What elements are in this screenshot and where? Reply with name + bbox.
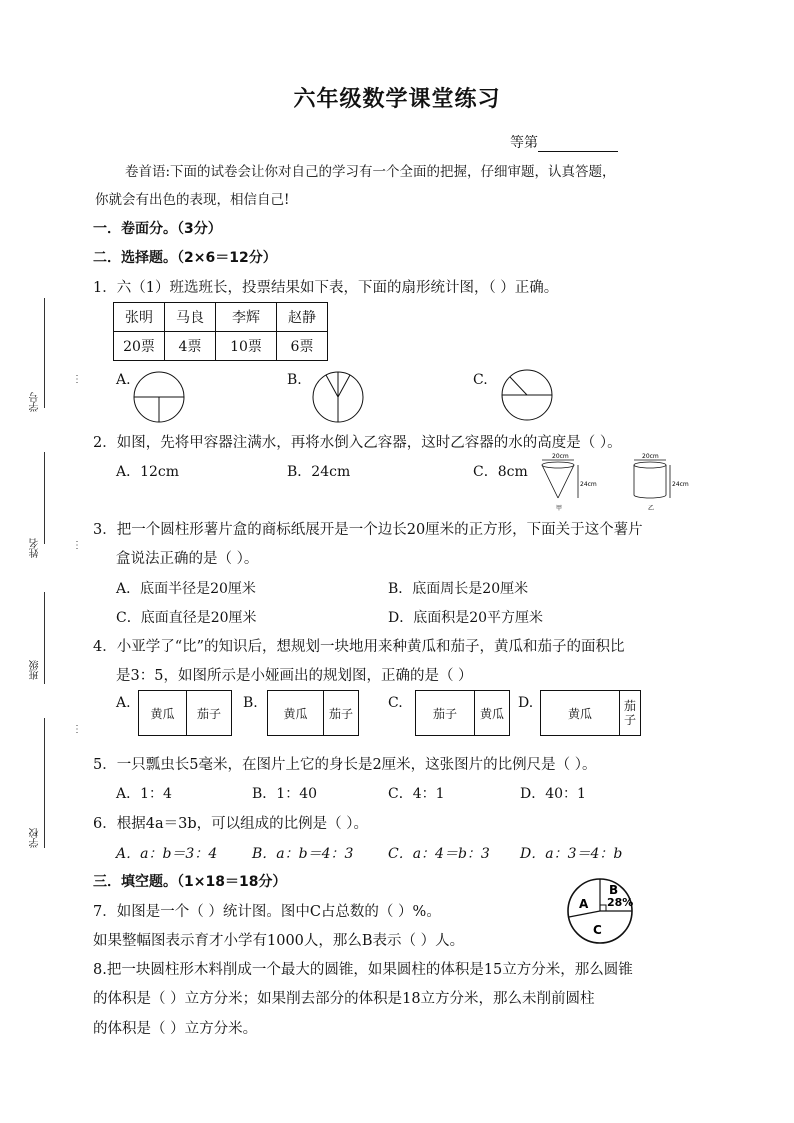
rank-field	[510, 132, 618, 152]
q1-name-cell: 李辉	[216, 303, 277, 332]
q4-plan-b	[267, 690, 359, 736]
q4-plan-b-eggplant: 茄子	[328, 706, 353, 721]
q1-pie-a	[132, 370, 186, 424]
q1-name-cell: 马良	[165, 303, 216, 332]
q1-option-b[interactable]: B.	[287, 372, 302, 388]
q1-vote-cell: 6票	[277, 332, 328, 361]
q4-line-2: 是3：5，如图所示是小娅画出的规划图，正确的是（ ）	[116, 668, 473, 684]
q4-plan-a-eggplant: 茄子	[196, 706, 221, 721]
q5-option-b[interactable]: B．1：40	[252, 786, 318, 802]
q4-line-1: 4．小亚学了“比”的知识后，想规划一块地用来种黄瓜和茄子，黄瓜和茄子的面积比	[93, 639, 625, 655]
side-dots: ⋮	[72, 374, 82, 385]
q4-plan-a	[138, 690, 232, 736]
q5-option-c[interactable]: C．4：1	[388, 786, 445, 802]
q3-option-d[interactable]: D．底面积是20平方厘米	[388, 610, 544, 626]
q4-plan-d-zi: 子	[623, 713, 636, 727]
section-3-heading: 三．填空题。（1×18＝18分）	[93, 874, 287, 890]
q4-plan-d-cucumber: 黄瓜	[541, 691, 620, 735]
q2-fig-height-label-yi: 24cm	[672, 481, 689, 488]
q3-option-a[interactable]: A．底面半径是20厘米	[116, 581, 256, 597]
q6-text: 6．根据4a＝3b，可以组成的比例是（ ）。	[93, 816, 368, 832]
q4-option-d[interactable]: D.	[518, 695, 534, 711]
q7-pie-label-pct: 28%	[607, 896, 634, 909]
side-label-class: 班级	[30, 660, 41, 680]
q1-name-cell: 赵静	[277, 303, 328, 332]
q2-option-c[interactable]: C．8cm	[473, 464, 528, 480]
side-label-school: 学校	[30, 828, 41, 848]
rank-label: 等第	[510, 135, 538, 151]
q4-plan-b-cucumber: 黄瓜	[268, 691, 324, 735]
q1-vote-table	[113, 302, 328, 361]
q1-pie-b	[311, 370, 365, 424]
side-label-student-id: 学号	[30, 392, 41, 412]
q5-option-a[interactable]: A．1：4	[116, 786, 172, 802]
q8-line-2: 的体积是（ ）立方分米；如果削去部分的体积是18立方分米，那么未削前圆柱	[93, 991, 595, 1007]
q7-pie-chart	[565, 876, 635, 946]
q7-pie-label-a: A	[579, 897, 589, 911]
q8-line-3: 的体积是（ ）立方分米。	[93, 1021, 258, 1037]
q7-pie-label-b: B	[609, 883, 619, 897]
q3-line-1: 3．把一个圆柱形薯片盒的商标纸展开是一个边长20厘米的正方形，下面关于这个薯片	[93, 522, 643, 538]
q2-text: 2．如图，先将甲容器注满水，再将水倒入乙容器，这时乙容器的水的高度是（ ）。	[93, 435, 622, 451]
q2-fig-yi-label: 乙	[648, 505, 655, 512]
page-title: 六年级数学课堂练习	[293, 87, 501, 112]
intro-line-2: 你就会有出色的表现，相信自己!	[95, 192, 290, 208]
q4-option-c[interactable]: C.	[388, 695, 403, 711]
rank-blank[interactable]	[538, 137, 618, 152]
q4-plan-d-qie: 茄	[623, 699, 636, 713]
q8-line-1: 8.把一块圆柱形木料削成一个最大的圆锥，如果圆柱的体积是15立方分米，那么圆锥	[93, 962, 633, 978]
q1-option-a[interactable]: A.	[116, 372, 131, 388]
q6-option-d[interactable]: D．a：3＝4：b	[520, 846, 623, 862]
q7-pie-label-c: C	[593, 923, 602, 937]
q2-fig-jia-label: 甲	[556, 505, 563, 512]
q4-plan-d	[540, 690, 641, 736]
q6-option-b[interactable]: B．a：b＝4：3	[252, 846, 354, 862]
q4-plan-c	[415, 690, 510, 736]
q2-fig-height-label-jia: 24cm	[580, 481, 597, 488]
q1-name-cell: 张明	[114, 303, 165, 332]
q2-fig-top-label-yi: 20cm	[642, 453, 659, 460]
q2-option-b[interactable]: B．24cm	[287, 464, 351, 480]
q4-plan-d-eggplant	[620, 691, 640, 735]
q1-option-c[interactable]: C.	[473, 372, 488, 388]
q1-vote-cell: 10票	[216, 332, 277, 361]
q2-container-figure	[530, 450, 690, 512]
q1-vote-cell: 4票	[165, 332, 216, 361]
side-label-name: 姓名	[30, 538, 41, 558]
q1-pie-c	[500, 368, 554, 422]
side-dots: ⋮	[72, 540, 82, 551]
section-1-heading: 一．卷面分。（3分）	[93, 221, 222, 237]
q4-option-b[interactable]: B.	[243, 695, 258, 711]
side-line-2	[44, 452, 45, 544]
q3-line-2: 盒说法正确的是（ ）。	[116, 551, 259, 567]
section-2-heading: 二．选择题。（2×6＝12分）	[93, 250, 277, 266]
q5-text: 5．一只瓢虫长5毫米，在图片上它的身长是2厘米，这张图片的比例尺是（ ）。	[93, 757, 597, 773]
q1-text: 1．六（1）班选班长，投票结果如下表，下面的扇形统计图，（ ）正确。	[93, 280, 559, 296]
side-line-1	[44, 298, 45, 408]
side-line-3	[44, 592, 45, 684]
q4-plan-c-cucumber: 黄瓜	[479, 706, 504, 721]
q4-plan-a-cucumber: 黄瓜	[139, 691, 187, 735]
q2-fig-top-label-jia: 20cm	[552, 453, 569, 460]
intro-line-1: 卷首语:下面的试卷会让你对自己的学习有一个全面的把握，仔细审题，认真答题，	[125, 164, 616, 180]
q2-option-a[interactable]: A．12cm	[116, 464, 180, 480]
q5-option-d[interactable]: D．40：1	[520, 786, 586, 802]
side-dots: ⋮	[72, 724, 82, 735]
q3-option-c[interactable]: C．底面直径是20厘米	[116, 610, 257, 626]
q1-vote-cell: 20票	[114, 332, 165, 361]
q3-option-b[interactable]: B．底面周长是20厘米	[388, 581, 529, 597]
q6-option-c[interactable]: C．a：4＝b：3	[388, 846, 490, 862]
q6-option-a[interactable]: A．a：b＝3：4	[116, 846, 218, 862]
q4-option-a[interactable]: A.	[116, 695, 131, 711]
q7-line-1: 7．如图是一个（ ）统计图。图中C占总数的（ ）%。	[93, 904, 441, 920]
side-line-4	[44, 718, 45, 848]
q4-plan-c-eggplant: 茄子	[416, 691, 475, 735]
q7-line-2: 如果整幅图表示育才小学有1000人，那么B表示（ ）人。	[93, 933, 465, 949]
